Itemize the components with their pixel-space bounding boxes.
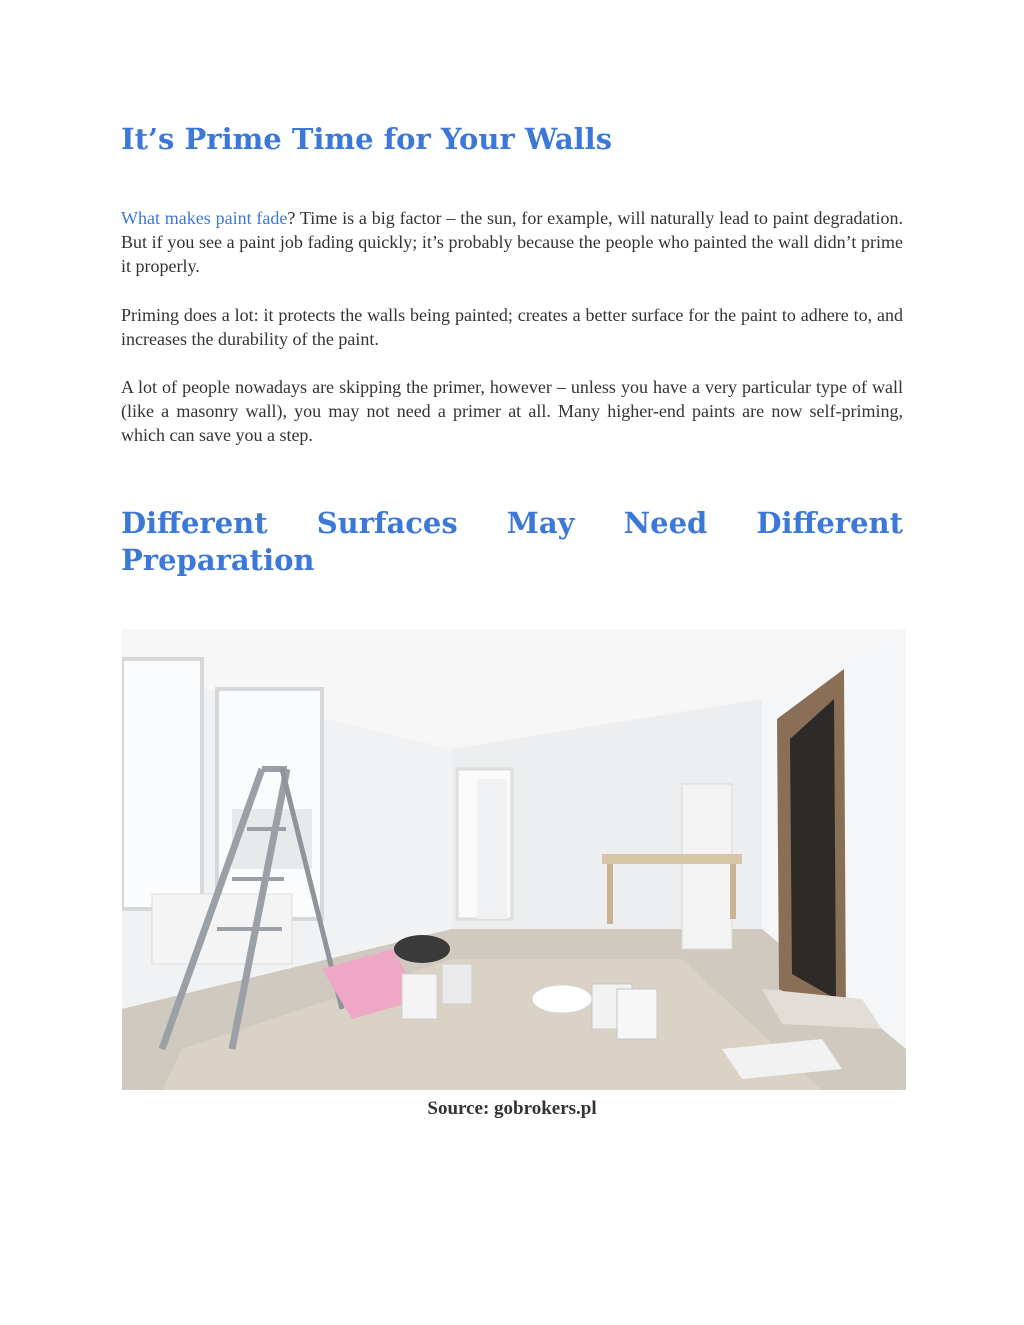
room-renovation-photo bbox=[122, 629, 906, 1090]
paragraph-paint-fade bbox=[121, 206, 903, 278]
section-heading-surfaces: Different Surfaces May Need Different Preparation bbox=[121, 506, 903, 577]
paragraph-priming: Priming does a lot: it protects the walls being painted; creates a better surface for the paint to adhere to, and increases the durability of the paint. bbox=[121, 305, 903, 349]
room-renovation-illustration bbox=[122, 629, 906, 1090]
image-caption: Source: gobrokers.pl bbox=[427, 1098, 597, 1119]
paragraph-paint-fade-text: ? Time is a big factor – the sun, for example, will naturally lead to paint degradation. But if you see a paint job fading quickly; it’s probably because the people who painted the wall didn’t prime it properly. bbox=[121, 208, 903, 276]
paragraph-skipping-primer: A lot of people nowadays are skipping the primer, however – unless you have a very particular type of wall (like a masonry wall), you may not need a primer at all. Many higher-end paints are now self-priming, which can save you a step. bbox=[121, 377, 903, 445]
section-heading-prime-time: It’s Prime Time for Your Walls bbox=[121, 122, 613, 156]
what-makes-paint-fade-link[interactable]: What makes paint fade bbox=[121, 208, 288, 228]
